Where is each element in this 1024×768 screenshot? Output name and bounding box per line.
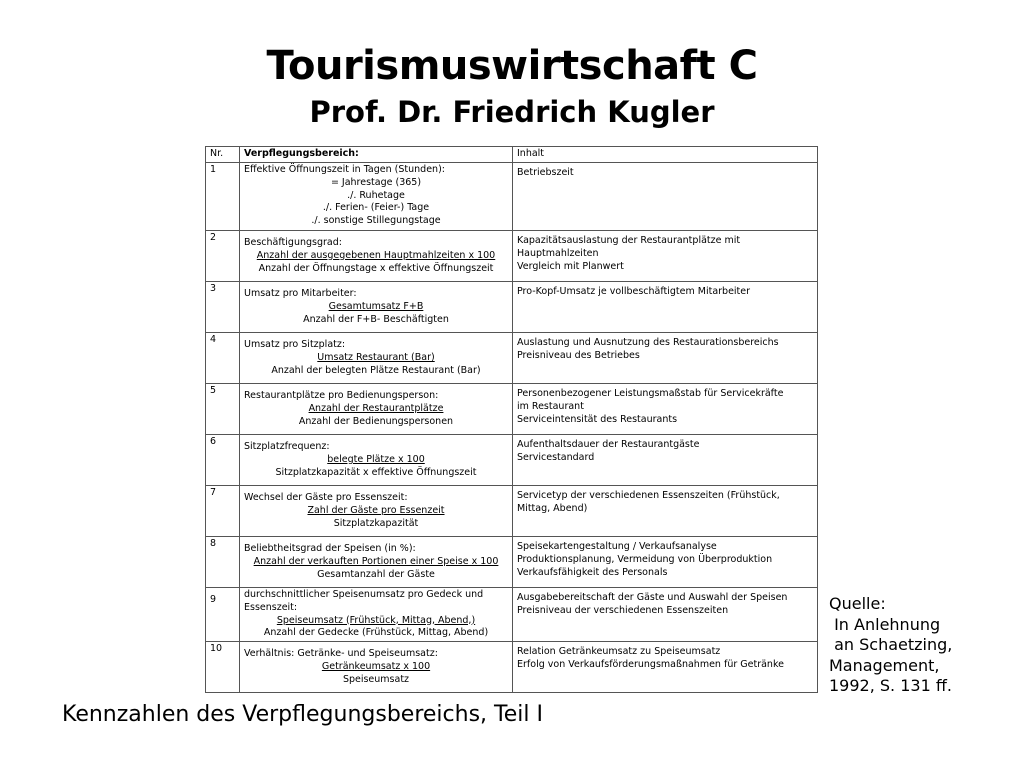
table-header-row (206, 147, 818, 163)
row-formula (240, 231, 513, 282)
inhalt-line: Ausgabebereitschaft der Gäste und Auswahl der Speisen (517, 592, 788, 603)
inhalt-line: Servicetyp der verschiedenen Essenszeiten (Frühstück, (517, 490, 780, 501)
row-formula (240, 486, 513, 537)
inhalt-line: Preisniveau der verschiedenen Essenszeiten (517, 604, 729, 616)
slide-title: Tourismuswirtschaft C (266, 43, 758, 89)
formula-label: Sitzplatzfrequenz: (244, 441, 330, 452)
row-inhalt (513, 384, 818, 435)
row-number: 8 (206, 537, 240, 588)
header-inhalt: Inhalt (513, 147, 818, 163)
formula-numerator: Speiseumsatz (Frühstück, Mittag, Abend,) (276, 614, 476, 626)
row-inhalt (513, 435, 818, 486)
table-row (206, 642, 818, 693)
row-inhalt (513, 282, 818, 333)
formula-line: ./. sonstige Stillegungstage (311, 215, 441, 227)
header-verpflegungsbereich: Verpflegungsbereich: (240, 147, 513, 163)
header-nr: Nr. (206, 147, 240, 163)
row-inhalt (513, 231, 818, 282)
formula-label: Beschäftigungsgrad: (244, 237, 342, 248)
row-formula (240, 163, 513, 231)
row-inhalt (513, 588, 818, 642)
formula-numerator: Anzahl der verkauften Portionen einer Speise x 100 (253, 555, 499, 567)
table-row (206, 435, 818, 486)
inhalt-line: Speisekartengestaltung / Verkaufsanalyse (517, 541, 717, 552)
table-row (206, 231, 818, 282)
row-formula (240, 435, 513, 486)
source-line: an Schaetzing, (829, 635, 953, 654)
source-line: Management, (829, 655, 940, 675)
formula-numerator: Umsatz Restaurant (Bar) (317, 351, 435, 363)
row-number: 6 (206, 435, 240, 486)
inhalt-line: Erfolg von Verkaufsförderungsmaßnahmen für Getränke (517, 658, 784, 670)
inhalt-line: Relation Getränkeumsatz zu Speiseumsatz (517, 646, 721, 658)
row-number: 2 (206, 231, 240, 282)
formula-numerator: belegte Plätze x 100 (327, 453, 425, 465)
source-line: 1992, S. 131 ff. (829, 676, 952, 695)
formula-label: Beliebtheitsgrad der Speisen (in %): (244, 543, 416, 554)
table-row (206, 537, 818, 588)
inhalt-line: Personenbezogener Leistungsmaßstab für Servicekräfte (517, 388, 784, 399)
inhalt-line: Pro-Kopf-Umsatz je vollbeschäftigtem Mitarbeiter (517, 286, 751, 297)
inhalt-line: Servicestandard (517, 451, 595, 463)
table-row (206, 333, 818, 384)
slide-caption: Kennzahlen des Verpflegungsbereichs, Teil I (62, 702, 543, 727)
row-number: 4 (206, 333, 240, 384)
formula-label: Restaurantplätze pro Bedienungsperson: (244, 390, 439, 401)
formula-numerator: Gesamtumsatz F+B (328, 300, 424, 312)
formula-label: Umsatz pro Mitarbeiter: (244, 288, 357, 299)
formula-line: ./. Ferien- (Feier-) Tage (322, 202, 430, 214)
formula-denominator: Anzahl der Öffnungstage x effektive Öffnungszeit (258, 262, 494, 274)
row-formula (240, 282, 513, 333)
inhalt-line: Betriebszeit (517, 167, 574, 178)
formula-label: durchschnittlicher Speisenumsatz pro Gedeck und Essenszeit: (244, 589, 484, 613)
inhalt-line: Serviceintensität des Restaurants (517, 413, 678, 425)
table-row (206, 486, 818, 537)
table-row (206, 588, 818, 642)
row-formula (240, 384, 513, 435)
inhalt-line: Verkaufsfähigkeit des Personals (517, 566, 668, 578)
formula-denominator: Anzahl der F+B- Beschäftigten (303, 313, 449, 325)
row-number: 3 (206, 282, 240, 333)
row-formula (240, 537, 513, 588)
inhalt-line: Auslastung und Ausnutzung des Restaurationsbereichs (517, 337, 779, 348)
row-inhalt (513, 486, 818, 537)
row-inhalt (513, 537, 818, 588)
inhalt-line: Produktionsplanung, Vermeidung von Überproduktion (517, 553, 773, 565)
inhalt-line: Aufenthaltsdauer der Restaurantgäste (517, 439, 700, 450)
inhalt-line: im Restaurant (517, 400, 584, 412)
row-number: 10 (206, 642, 240, 693)
inhalt-line: Hauptmahlzeiten (517, 247, 599, 259)
formula-label: Effektive Öffnungszeit in Tagen (Stunden): (244, 164, 445, 175)
formula-numerator: Getränkeumsatz x 100 (321, 660, 431, 672)
row-number: 5 (206, 384, 240, 435)
kennzahlen-table (205, 146, 818, 693)
slide-subtitle: Prof. Dr. Friedrich Kugler (309, 95, 715, 129)
formula-denominator: Anzahl der Gedecke (Frühstück, Mittag, Abend) (263, 627, 489, 639)
formula-denominator: Anzahl der belegten Plätze Restaurant (Bar) (271, 364, 481, 376)
row-number: 9 (206, 588, 240, 642)
table-row (206, 163, 818, 231)
formula-label: Wechsel der Gäste pro Essenszeit: (244, 492, 408, 503)
formula-label: Umsatz pro Sitzplatz: (244, 339, 346, 350)
formula-numerator: Anzahl der Restaurantplätze (308, 402, 444, 414)
formula-numerator: Zahl der Gäste pro Essenzeit (307, 504, 445, 516)
row-inhalt (513, 163, 818, 231)
row-formula (240, 642, 513, 693)
formula-denominator: Sitzplatzkapazität (333, 517, 419, 529)
table-row (206, 282, 818, 333)
row-formula (240, 333, 513, 384)
row-inhalt (513, 333, 818, 384)
inhalt-line: Kapazitätsauslastung der Restaurantplätze mit (517, 235, 741, 246)
source-line: In Anlehnung (829, 614, 941, 634)
formula-numerator: Anzahl der ausgegebenen Hauptmahlzeiten x 100 (256, 249, 496, 261)
formula-denominator: Anzahl der Bedienungspersonen (298, 415, 454, 427)
inhalt-line: Mittag, Abend) (517, 502, 588, 514)
formula-line: = Jahrestage (365) (330, 176, 422, 188)
source-note (829, 594, 1019, 697)
formula-line: ./. Ruhetage (347, 189, 405, 201)
source-line: Quelle: (829, 594, 886, 613)
table-row (206, 384, 818, 435)
inhalt-line: Preisniveau des Betriebes (517, 349, 640, 361)
row-inhalt (513, 642, 818, 693)
formula-label: Verhältnis: Getränke- und Speiseumsatz: (244, 648, 438, 660)
formula-denominator: Gesamtanzahl der Gäste (317, 568, 435, 580)
formula-denominator: Speiseumsatz (342, 673, 410, 685)
formula-denominator: Sitzplatzkapazität x effektive Öffnungszeit (275, 466, 477, 478)
row-formula (240, 588, 513, 642)
row-number: 7 (206, 486, 240, 537)
inhalt-line: Vergleich mit Planwert (517, 260, 624, 272)
row-number: 1 (206, 163, 240, 231)
